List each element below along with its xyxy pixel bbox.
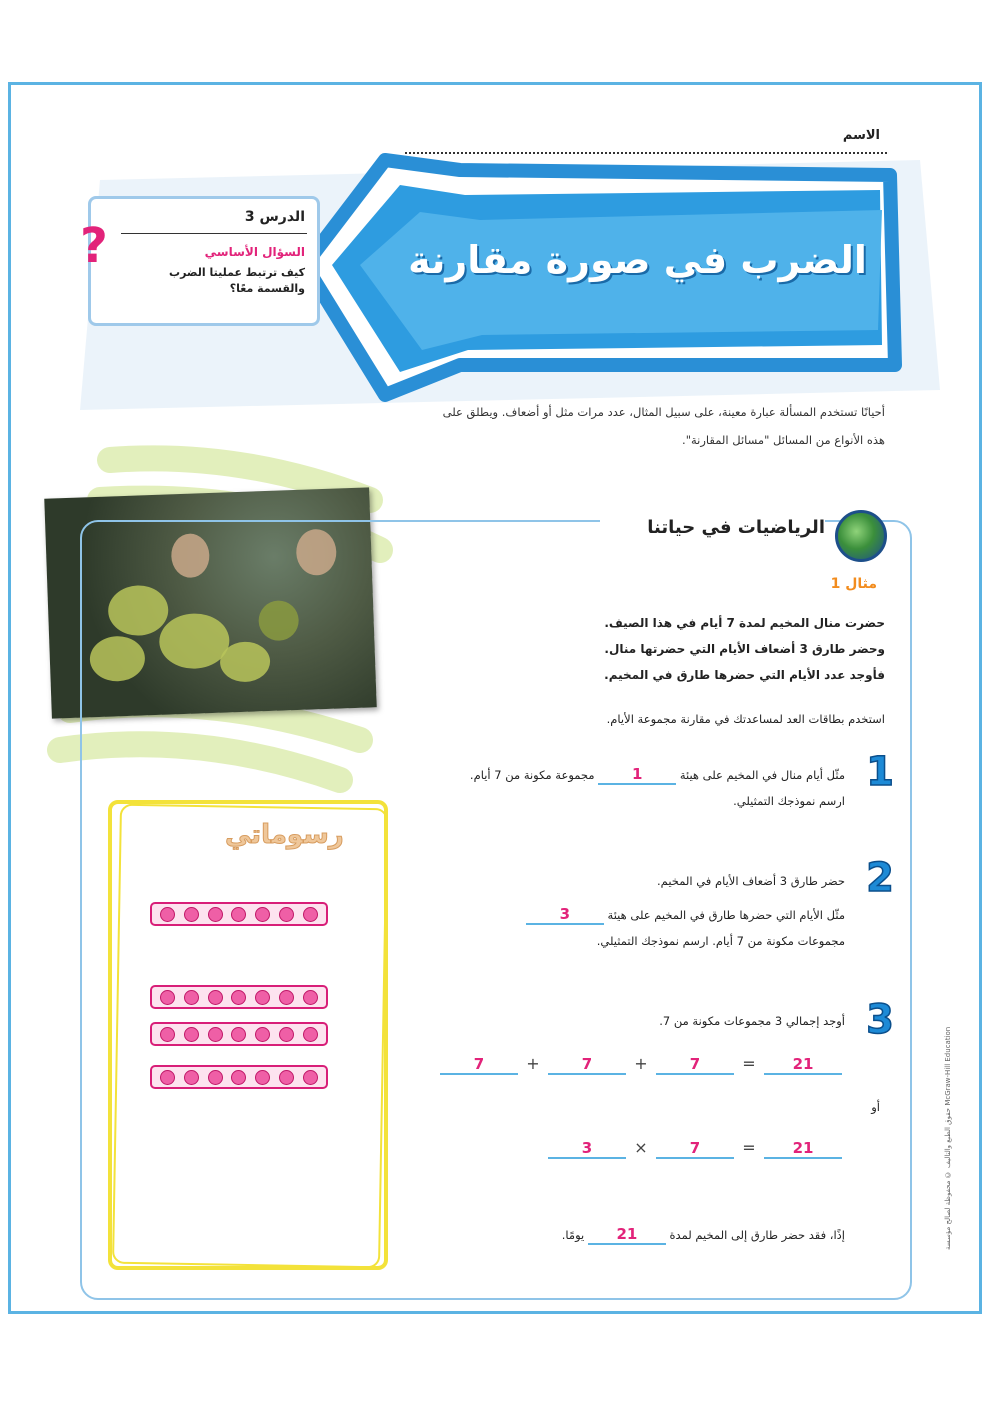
drawing-area-title: رسوماتي xyxy=(225,820,344,850)
step-2-line3: مجموعات مكونة من 7 أيام. ارسم نموذجك التمثيلي. xyxy=(596,934,845,948)
sum-result[interactable]: 21 xyxy=(764,1055,842,1075)
multiplication-equation xyxy=(548,1138,842,1159)
equals-sign: = xyxy=(742,1054,756,1073)
product-result[interactable]: 21 xyxy=(764,1139,842,1159)
step-2-text xyxy=(440,868,845,954)
counter[interactable] xyxy=(184,990,199,1005)
counter-strip xyxy=(150,902,328,926)
counter[interactable] xyxy=(279,990,294,1005)
conclusion-text xyxy=(440,1222,845,1248)
counter[interactable] xyxy=(208,1070,223,1085)
counter[interactable] xyxy=(184,907,199,922)
step-3-number: 3 xyxy=(866,997,894,1043)
step-1-text xyxy=(370,762,845,814)
counter[interactable] xyxy=(160,907,175,922)
step-2-answer[interactable]: 3 xyxy=(526,905,604,925)
counter[interactable] xyxy=(160,1070,175,1085)
problem-line: وحضر طارق 3 أضعاف الأيام التي حضرتها منال. xyxy=(604,642,885,656)
step-1-number: 1 xyxy=(866,749,894,795)
question-mark-icon: ? xyxy=(80,218,108,274)
counter[interactable] xyxy=(231,1027,246,1042)
name-label: الاسم xyxy=(842,128,880,143)
counter[interactable] xyxy=(231,907,246,922)
counter[interactable] xyxy=(255,1027,270,1042)
counter[interactable] xyxy=(279,1027,294,1042)
lesson-number: الدرس 3 xyxy=(244,209,305,225)
problem-line: حضرت منال المخيم لمدة 7 أيام في هذا الصيف. xyxy=(604,616,885,630)
counter-strip xyxy=(150,1065,328,1089)
section-title: الرياضيات في حياتنا xyxy=(600,517,825,538)
step-1-line2: ارسم نموذجك التمثيلي. xyxy=(733,794,845,808)
counter[interactable] xyxy=(208,990,223,1005)
addition-equation xyxy=(440,1054,842,1075)
counter[interactable] xyxy=(303,907,318,922)
times-sign: × xyxy=(634,1138,648,1157)
counters-instruction: استخدم بطاقات العد لمساعدتك في مقارنة مجموعة الأيام. xyxy=(606,712,885,726)
factor-1[interactable]: 3 xyxy=(548,1139,626,1159)
copyright-note: حقوق الطبع والتأليف © محفوظة لصالح مؤسسة McGraw-Hill Education xyxy=(944,1026,952,1250)
counter[interactable] xyxy=(231,990,246,1005)
globe-icon xyxy=(835,510,887,562)
counter[interactable] xyxy=(160,990,175,1005)
counter[interactable] xyxy=(255,907,270,922)
counter[interactable] xyxy=(184,1070,199,1085)
counter[interactable] xyxy=(208,907,223,922)
addend-1[interactable]: 7 xyxy=(440,1055,518,1075)
page-title: الضرب في صورة مقارنة xyxy=(408,238,867,282)
problem-statement xyxy=(440,610,885,688)
step-2-text-before: مثّل الأيام التي حضرها طارق في المخيم على هيئة xyxy=(607,908,845,922)
counter-strip xyxy=(150,985,328,1009)
lesson-card xyxy=(88,196,320,326)
lesson-divider xyxy=(121,233,307,234)
conclusion-after: يومًا. xyxy=(561,1228,585,1242)
counter[interactable] xyxy=(184,1027,199,1042)
essential-question-label: السؤال الأساسي xyxy=(204,245,305,259)
counter[interactable] xyxy=(255,990,270,1005)
step-2-line1: حضر طارق 3 أضعاف الأيام في المخيم. xyxy=(657,874,845,888)
addend-3[interactable]: 7 xyxy=(656,1055,734,1075)
counter[interactable] xyxy=(303,1027,318,1042)
counter-strip xyxy=(150,1022,328,1046)
intro-text: أحيانًا تستخدم المسألة عبارة معينة، على سبيل المثال، عدد مرات مثل أو أضعاف. ويطلق على هذه الأنواع من المسائل "مسائل المقارنة". xyxy=(442,405,885,447)
counter[interactable] xyxy=(279,907,294,922)
conclusion-before: إذًا، فقد حضر طارق إلى المخيم لمدة xyxy=(669,1228,845,1242)
counter[interactable] xyxy=(255,1070,270,1085)
addend-2[interactable]: 7 xyxy=(548,1055,626,1075)
counter[interactable] xyxy=(303,1070,318,1085)
plus-sign: + xyxy=(634,1054,648,1073)
step-1-answer[interactable]: 1 xyxy=(598,765,676,785)
step-2-number: 2 xyxy=(866,855,894,901)
counter[interactable] xyxy=(231,1070,246,1085)
equals-sign: = xyxy=(742,1138,756,1157)
step-3-line1: أوجد إجمالي 3 مجموعات مكونة من 7. xyxy=(659,1014,845,1028)
step-1-text-after: مجموعة مكونة من 7 أيام. xyxy=(469,768,595,782)
essential-question-text: كيف ترتبط عمليتا الضرب والقسمة معًا؟ xyxy=(169,266,305,295)
counter[interactable] xyxy=(208,1027,223,1042)
example-label: مثال 1 xyxy=(830,576,877,592)
plus-sign: + xyxy=(526,1054,540,1073)
step-1-text-before: مثّل أيام منال في المخيم على هيئة xyxy=(679,768,845,782)
conclusion-answer[interactable]: 21 xyxy=(588,1225,666,1245)
counter[interactable] xyxy=(303,990,318,1005)
counter[interactable] xyxy=(279,1070,294,1085)
factor-2[interactable]: 7 xyxy=(656,1139,734,1159)
or-label: أو xyxy=(871,1100,880,1114)
problem-line: فأوجد عدد الأيام التي حضرها طارق في المخيم. xyxy=(604,668,885,682)
counter[interactable] xyxy=(160,1027,175,1042)
